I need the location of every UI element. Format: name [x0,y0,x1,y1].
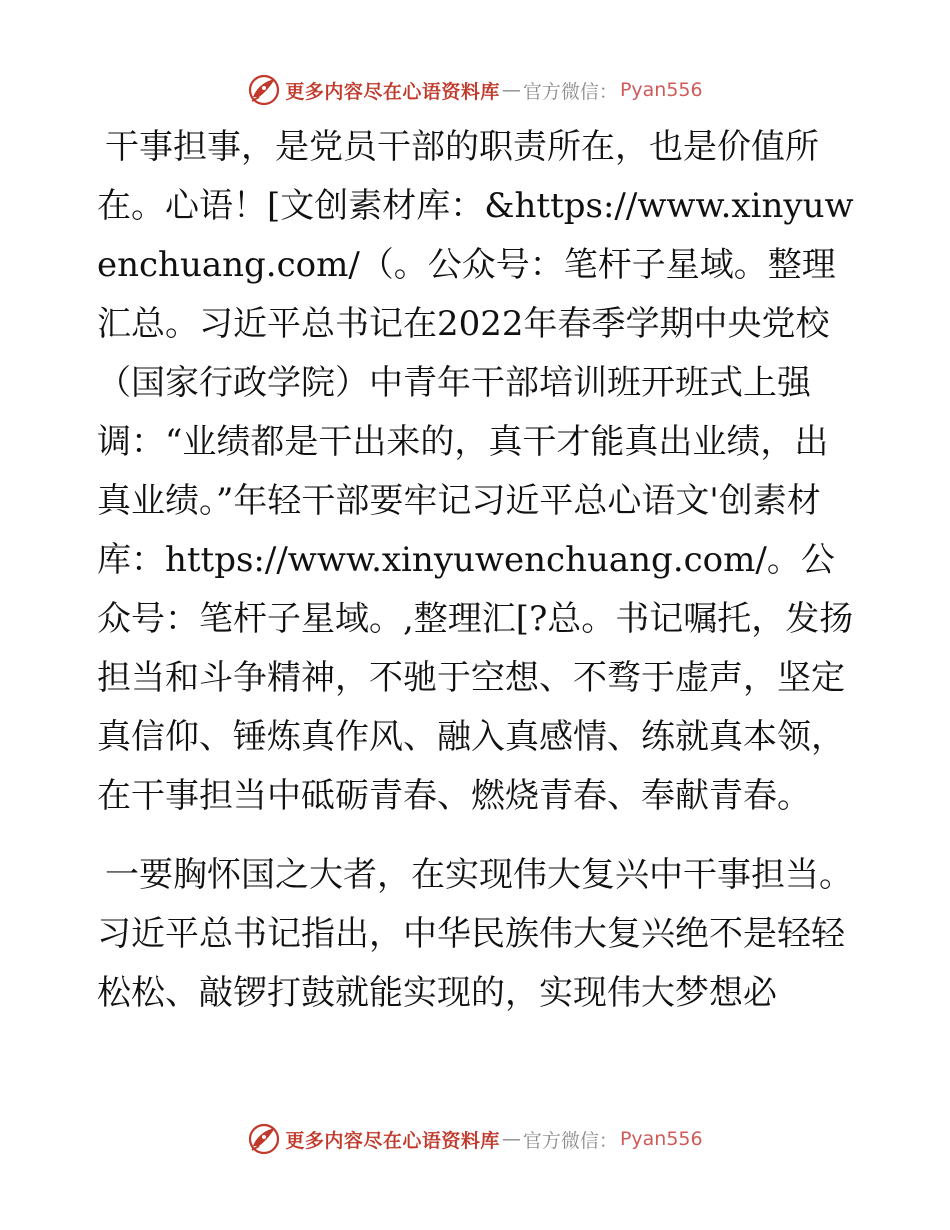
header-watermark [0,70,950,110]
footer-watermark [0,1119,950,1159]
watermark-account: Pyan556 [619,79,703,101]
watermark-sub-text: 官方微信： [522,1129,618,1152]
watermark-separator: — [501,79,521,101]
watermark-separator: — [501,1128,521,1150]
pen-nib-logo-icon [247,73,281,107]
pen-nib-logo-icon [247,1122,281,1156]
watermark-main-text: 更多内容尽在心语资料库 [285,80,500,103]
watermark-main-text: 更多内容尽在心语资料库 [285,1129,500,1152]
paragraph: 干事担事，是党员干部的职责所在，也是价值所在。心语！[文创素材库：&https://www.xinyuwenchuang.com/（。公众号：笔杆子星域。整理汇总。习近平总书记在2022年春季学期中央党校（国家行政学院）中青年干部培训班开班式上强调：“业绩都是干出来的，真干才能真出业绩，出真业绩。”年轻干部要牢记习近平总心语文'创素材库：https://www.xinyuwenchuang.com/。公众号：笔杆子星域。,整理汇[?总。书记嘱托，发扬担当和斗争精神，不驰于空想、不骛于虚声，坚定真信仰、锤炼真作风、融入真感情、练就真本领，在干事担当中砥砺青春、燃烧青春、奉献青春。 [97,127,854,816]
paragraph: 一要胸怀国之大者，在实现伟大复兴中干事担当。习近平总书记指出，中华民族伟大复兴绝不是轻轻松松、敲锣打鼓就能实现的，实现伟大梦想必 [97,855,853,1013]
watermark-sub-text: 官方微信： [522,80,618,103]
document-body [97,118,857,1023]
watermark-account: Pyan556 [619,1128,703,1150]
